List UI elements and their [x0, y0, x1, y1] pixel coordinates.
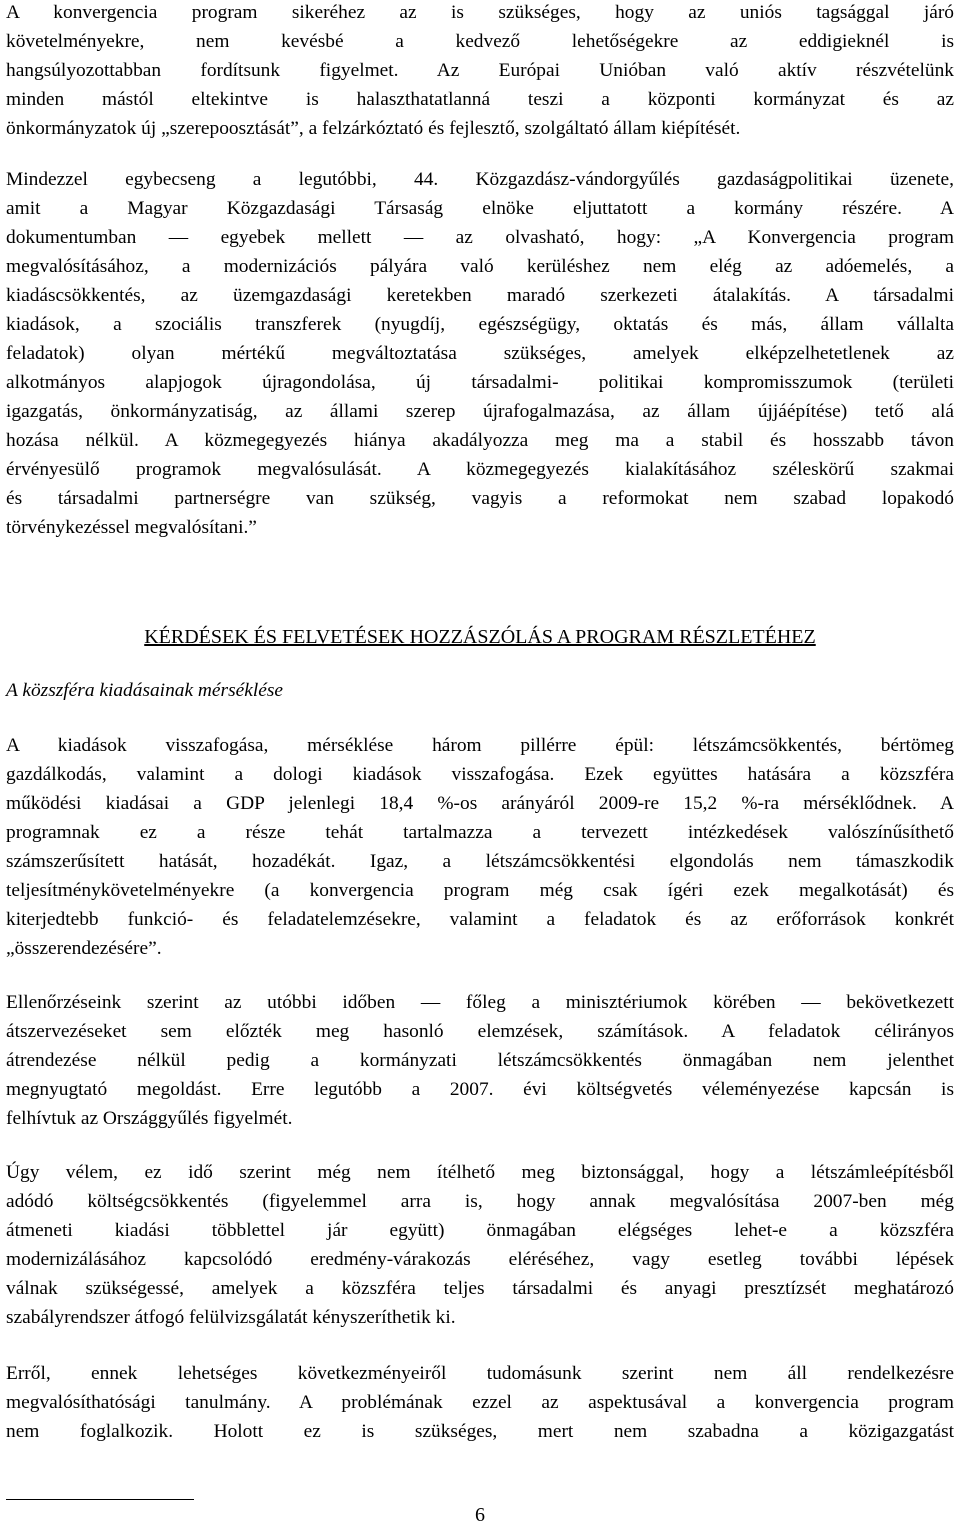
text-line: nem foglalkozik. Holott ez is szükséges, mert nem szabadna a közigazgatást [6, 1421, 954, 1442]
text-line: Erről, ennek lehetséges következményeiről tudomásunk szerint nem áll rendelkezésre [6, 1363, 954, 1384]
text-line: megvalósíthatósági tanulmány. A problémának ezzel az aspektusával a konvergencia program [6, 1392, 954, 1413]
page-number: 6 [475, 1504, 485, 1526]
paragraph-letszamleepites [6, 1158, 954, 1332]
paragraph-konvergencia-intro [6, 0, 954, 143]
text-line: válnak szükségessé, amelyek a közszféra teljes társadalmi és anyagi presztízsét meghatározó [6, 1278, 954, 1299]
text-line: kiadások, a szociális transzferek (nyugdíj, egészségügy, oktatás és más, állam vállalta [6, 314, 954, 335]
text-line: számszerűsített hatását, hozadékát. Igaz, a létszámcsökkentési elgondolás nem támaszkodik [6, 851, 954, 872]
text-line: programnak ez a része tehát tartalmazza a tervezett intézkedések valószínűsíthető [6, 822, 954, 843]
paragraph-vandorgyules [6, 165, 954, 542]
text-line: szabályrendszer átfogó felülvizsgálatát kényszeríthetik ki. [6, 1307, 456, 1328]
section-heading: KÉRDÉSEK ÉS FELVETÉSEK HOZZÁSZÓLÁS A PROGRAM RÉSZLETÉHEZ [144, 626, 816, 648]
text-line: működési kiadásai a GDP jelenlegi 18,4 %-os arányáról 2009-re 15,2 %-ra mérséklődnek. A [6, 793, 954, 814]
paragraph-kiadasok [6, 731, 954, 963]
text-line: adódó költségcsökkentés (figyelemmel arra is, hogy annak megvalósítása 2007-ben még [6, 1191, 954, 1212]
text-line: A konvergencia program sikeréhez az is szükséges, hogy az uniós tagsággal járó [6, 2, 954, 23]
text-line: átszervezéseket sem előzték meg hasonló elemzések, számítások. A feladatok célirányos [6, 1021, 954, 1042]
text-line: követelményekre, nem kevésbé a kedvező lehetőségekre az eddigieknél is [6, 31, 954, 52]
text-line: „összerendezésére”. [6, 938, 162, 959]
text-line: érvényesülő programok megvalósulását. A közmegegyezés kialakításához széleskörű szakmai [6, 459, 954, 480]
text-line: minden mástól eltekintve is halaszthatatlanná teszi a központi kormányzat és az [6, 89, 954, 110]
text-line: Mindezzel egybecseng a legutóbbi, 44. Közgazdász-vándorgyűlés gazdaságpolitikai üzenete, [6, 169, 954, 190]
text-line: átrendezése nélkül pedig a kormányzati létszámcsökkentés önmagában nem jelenthet [6, 1050, 954, 1071]
subsection-heading: A közszféra kiadásainak mérséklése [6, 680, 283, 701]
text-line: Ellenőrzéseink szerint az utóbbi időben — főleg a minisztériumok körében — bekövetkezett [6, 992, 954, 1013]
text-line: A kiadások visszafogása, mérséklése három pillérre épül: létszámcsökkentés, bértömeg [6, 735, 954, 756]
text-line: dokumentumban — egyebek mellett — az olvasható, hogy: „A Konvergencia program [6, 227, 954, 248]
text-line: gazdálkodás, valamint a dologi kiadások visszafogása. Ezek együttes hatására a közszféra [6, 764, 954, 785]
text-line: megvalósításához, a modernizációs pályára való kerüléshez nem elég az adóemelés, a [6, 256, 954, 277]
text-line: kiadáscsökkentés, az üzemgazdasági keretekben maradó szerkezeti átalakítás. A társadalmi [6, 285, 954, 306]
text-line: felhívtuk az Országgyűlés figyelmét. [6, 1108, 293, 1129]
paragraph-kovetkezmenyek [6, 1359, 954, 1446]
text-line: feladatok) olyan mértékű megváltoztatása szükséges, amelyek elképzelhetetlenek az [6, 343, 954, 364]
text-line: önkormányzatok új „szerepoosztását”, a felzárkóztató és fejlesztő, szolgáltató állam kiépítését. [6, 118, 741, 139]
text-line: modernizálásához kapcsolódó eredmény-várakozás eléréséhez, vagy esetleg további lépések [6, 1249, 954, 1270]
text-line: teljesítménykövetelményekre (a konvergencia program még csak ígéri ezek megalkotását) és [6, 880, 954, 901]
text-line: megnyugtató megoldást. Erre legutóbb a 2007. évi költségvetés véleményezése kapcsán is [6, 1079, 954, 1100]
text-line: átmeneti kiadási többlettel jár együtt) önmagában elégséges lehet-e a közszféra [6, 1220, 954, 1241]
text-line: törvénykezéssel megvalósítani.” [6, 517, 257, 538]
text-line: hozása nélkül. A közmegegyezés hiánya akadályozza meg ma a stabil és hosszabb távon [6, 430, 954, 451]
text-line: kiterjedtebb funkció- és feladatelemzésekre, valamint a feladatok és az erőforrások konkrét [6, 909, 954, 930]
paragraph-ellenorzesek [6, 988, 954, 1133]
text-line: Úgy vélem, ez idő szerint még nem ítélhető meg biztonsággal, hogy a létszámleépítésből [6, 1162, 954, 1183]
text-line: amit a Magyar Közgazdasági Társaság elnöke eljuttatott a kormány részére. A [6, 198, 954, 219]
text-line: igazgatás, önkormányzatiság, az állami szerep újrafogalmazása, az állam újjáépítése) tető alá [6, 401, 954, 422]
text-line: alkotmányos alapjogok újragondolása, új társadalmi- politikai kompromisszumok (területi [6, 372, 954, 393]
text-line: és társadalmi partnerségre van szükség, vagyis a reformokat nem szabad lopakodó [6, 488, 954, 509]
text-line: hangsúlyozottabban fordítsunk figyelmet. Az Európai Unióban való aktív részvételünk [6, 60, 954, 81]
